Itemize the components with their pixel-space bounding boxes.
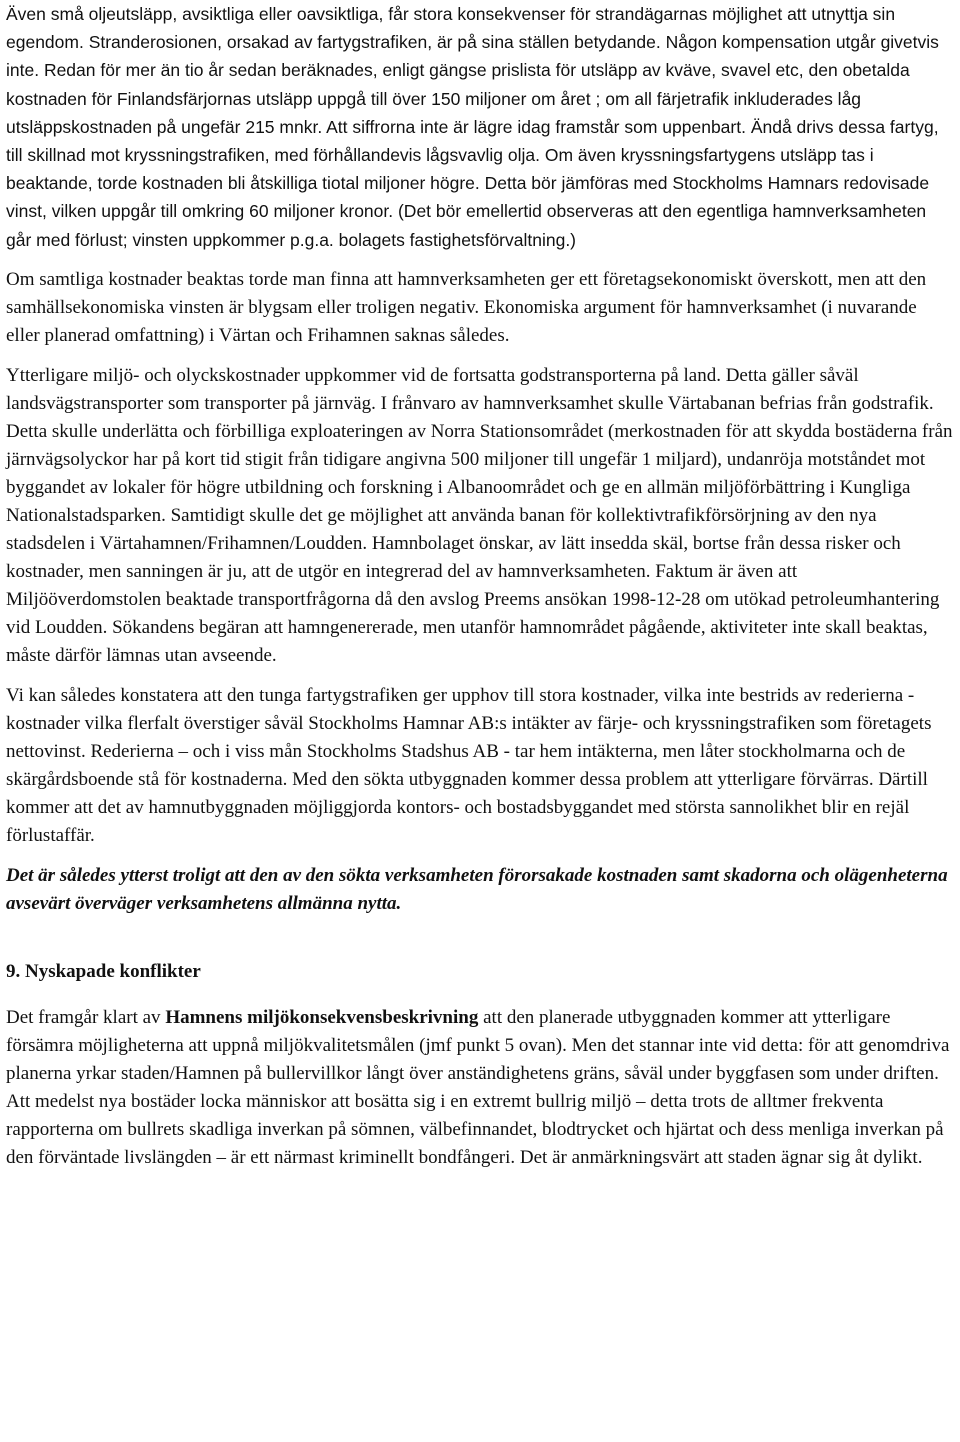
paragraph-land-transport: Ytterligare miljö- och olyckskostnader uppkommer vid de fortsatta godstransporterna på land. Detta gäller såväl landsvägstransporter som transporter på järnväg. I frånvaro av hamnverksamhet skulle Värtabanan befrias från godstrafik. Detta skulle underlätta och förbilliga exploateringen av Norra Stationsområdet (merkostnaden för att skydda bostäderna från järnvägsolyckor har på kort tid stigit från tidigare angivna 500 miljoner till ungefär 1 miljard), undanröja motståndet mot byggandet av lokaler för högre utbildning och forskning i Albanoområdet och ge en allmän miljöförbättring i Kungliga Nationalstadsparken. Samtidigt skulle det ge möjlighet att använda banan för kollektivtrafikförsörjning av den nya stadsdelen i Värtahamnen/Frihamnen/Loudden. Hamnbolaget önskar, av lätt insedda skäl, bortse från dessa risker och kostnader, men sanningen är ju, att de utgör en integrerad del av hamnverksamheten. Faktum är även att Miljööverdomstolen beaktade transportfrågorna då den avslog Preems ansökan 1998-12-28 om utökad petroleumhantering vid Loudden. Sökandens begäran att hamngenererade, men utanför hamnområdet pågående, aktiviteter inte skall beaktas, måste därför lämnas utan avseende. [6,364,953,666]
section-spacer [6,930,954,958]
paragraph-new-conflicts-tail: att den planerade utbyggnaden kommer att ytterligare försämra möjligheterna att uppnå miljökvalitetsmålen (jmf punkt 5 ovan). Men det stannar inte vid detta: för att genomdriva planerna yrkar staden/Hamnen på bullervillkor långt över anständighetens gräns, såväl under byggfasen som under driften. Att medelst nya bostäder locka människor att bosätta sig i en extremt bullrig miljö – detta trots de alltmer frekventa rapporterna om bullrets skadliga inverkan på sömnen, välbefinnandet, blodtrycket och hjärtat och dess menliga inverkan på den förväntade livslängden – är ett närmast kriminellt bondfångeri. Det är anmärkningsvärt att staden ägnar sig åt dylikt. [6,1006,950,1168]
section-title: 9. Nyskapade konflikter [6,960,201,982]
paragraph-conclusion-costs: Vi kan således konstatera att den tunga fartygstrafiken ger upphov till stora kostnader, vilka inte bestrids av rederierna - kostnader vilka flerfalt överstiger såväl Stockholms Hamnar AB:s intäkter av färje- och kryssningstrafiken som företagets nettovinst. Rederierna – och i viss mån Stockholms Stadshus AB - tar hem intäkterna, men låter stockholmarna och de skärgårdsboende stå för kostnaderna. Med den sökta utbyggnaden kommer dessa problem att ytterligare förvärras. Därtill kommer att det av hamnutbyggnaden möjliggjorda kontors- och bostadsbyggandet med största sannolikhet blir en rejäl förlustaffär. [6,684,932,846]
paragraph-emissions-costs: Även små oljeutsläpp, avsiktliga eller oavsiktliga, får stora konsekvenser för strandägarnas möjlighet att utnyttja sin egendom. Stranderosionen, orsakad av fartygstrafiken, är på sina ställen betydande. Någon kompensation utgår givetvis inte. Redan för mer än tio år sedan beräknades, enligt gängse prislista för utsläpp av kväve, svavel etc, den obetalda kostnaden för Finlandsfärjornas utsläpp uppgå till över 150 miljoner om året ; om all färjetrafik inkluderades låg utsläppskostnaden på ungefär 215 mnkr. Att siffrorna inte är lägre idag framstår som uppenbart. Ändå drivs dessa fartyg, till skillnad mot kryssningstrafiken, med förhållandevis lågsvavlig olja. Om även kryssningsfartygens utsläpp tas i beaktande, torde kostnaden bli åtskilliga tiotal miljoner högre. Detta bör jämföras med Stockholms Hamnars redovisade vinst, vilken uppgår till omkring 60 miljoner kronor. (Det bör emellertid observeras att den egentliga hamnverksamheten går med förlust; vinsten uppkommer p.g.a. bolagets fastighetsförvaltning.) [6,4,939,250]
paragraph-new-conflicts [6,1004,954,1172]
paragraph-bold-italic-conclusion: Det är således ytterst troligt att den av den sökta verksamheten förorsakade kostnaden samt skadorna och olägenheterna avsevärt överväger verksamhetens allmänna nytta. [6,864,948,914]
paragraph-new-conflicts-lead: Det framgår klart av [6,1006,166,1028]
paragraph-economic-summary: Om samtliga kostnader beaktas torde man finna att hamnverksamheten ger ett företagsekonomiskt överskott, men att den samhällsekonomiska vinsten är blygsam eller troligen negativ. Ekonomiska argument för hamnverksamhet (i nuvarande eller planerad omfattning) i Värtan och Frihamnen saknas således. [6,268,927,346]
paragraph-new-conflicts-bold: Hamnens miljökonsekvensbeskrivning [165,1006,479,1028]
